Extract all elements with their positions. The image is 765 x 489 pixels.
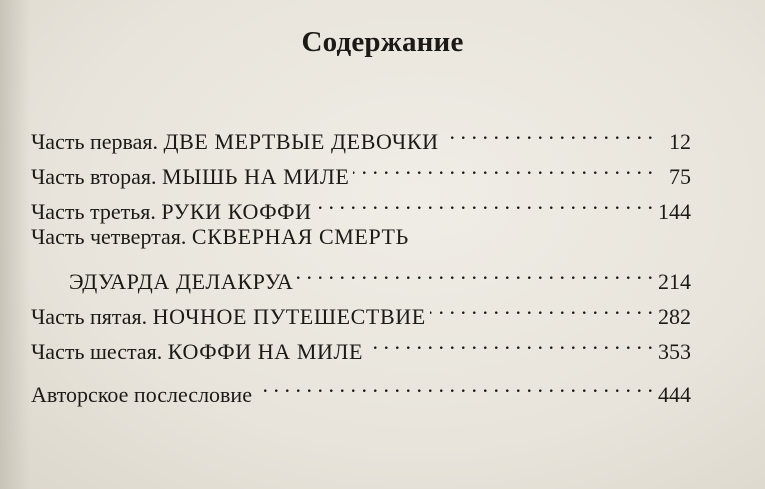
toc-page-number: 75 [669, 164, 691, 189]
dot-leader [297, 254, 653, 289]
page-title: Содержание [301, 26, 464, 58]
toc-part-title: ДВЕ МЕРТВЫЕ ДЕВОЧКИ [163, 129, 439, 154]
toc-entry-afterword [31, 367, 691, 407]
toc-part-label: Часть пятая. [31, 304, 148, 329]
toc-part-title: МЫШЬ НА МИЛЕ [162, 164, 350, 189]
toc-entry [31, 114, 691, 154]
toc-part-label: Часть третья. [31, 199, 156, 224]
toc-page-number: 353 [658, 339, 691, 364]
toc-part-title: НОЧНОЕ ПУТЕШЕСТВИЕ [152, 304, 426, 329]
toc-part-label: Часть первая. [31, 129, 158, 154]
dot-leader [430, 289, 653, 324]
toc-entry [31, 219, 691, 294]
toc-part-title: СКВЕРНАЯ СМЕРТЬ [191, 224, 409, 249]
toc-afterword-title: Авторское послесловие [31, 382, 252, 407]
toc-part-title-continued: ЭДУАРДА ДЕЛАКРУА [69, 269, 294, 294]
toc-page-number: 144 [658, 199, 691, 224]
dot-leader [316, 184, 653, 219]
toc-page-number: 282 [658, 304, 691, 329]
toc-page-number: 214 [658, 269, 691, 294]
dot-leader [367, 324, 653, 359]
toc-part-label: Часть четвертая. [31, 224, 187, 249]
toc-part-label: Часть шестая. [31, 339, 163, 364]
toc-part-title: РУКИ КОФФИ [161, 199, 312, 224]
dot-leader [353, 149, 653, 184]
page-edge-shadow [0, 0, 30, 489]
toc-part-title: КОФФИ НА МИЛЕ [167, 339, 364, 364]
dot-leader [256, 367, 653, 402]
toc-part-label: Часть вторая. [31, 164, 157, 189]
table-of-contents [31, 114, 691, 407]
toc-page-number: 12 [669, 129, 691, 154]
toc-page-number: 444 [658, 382, 691, 407]
dot-leader [443, 114, 653, 149]
